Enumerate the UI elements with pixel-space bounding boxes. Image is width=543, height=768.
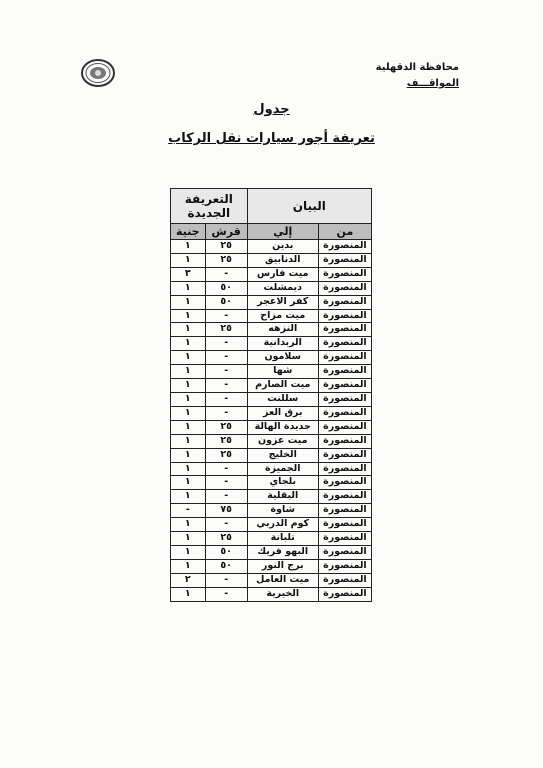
cell-from: المنصورة [318,392,371,406]
cell-to: بلجاي [247,476,318,490]
cell-pound: ١ [171,559,206,573]
cell-qirsh: ٧٥ [205,504,247,518]
cell-to: الربدانية [247,337,318,351]
cell-qirsh: ٢٥ [205,420,247,434]
title-line-1: جدول [253,102,290,117]
column-pound: جنية [171,224,206,240]
cell-to: النزهه [247,323,318,337]
table-row [171,476,372,490]
cell-pound: ١ [171,295,206,309]
cell-to: ميت الصارم [247,379,318,393]
document-title [0,102,543,146]
table-row [171,504,372,518]
table-row [171,392,372,406]
cell-qirsh: - [205,365,247,379]
cell-from: المنصورة [318,504,371,518]
cell-from: المنصورة [318,532,371,546]
cell-pound: ١ [171,337,206,351]
cell-pound: ١ [171,309,206,323]
column-qirsh: قرش [205,224,247,240]
cell-from: المنصورة [318,379,371,393]
tariff-table [170,188,372,602]
column-to: إلي [247,224,318,240]
cell-pound: ١ [171,253,206,267]
cell-to: البهو فريك [247,545,318,559]
table-row [171,406,372,420]
cell-pound: ١ [171,518,206,532]
cell-pound: ١ [171,351,206,365]
cell-from: المنصورة [318,281,371,295]
cell-to: البقلية [247,490,318,504]
cell-to: كفر الاعجر [247,295,318,309]
cell-from: المنصورة [318,448,371,462]
cell-to: برق العز [247,406,318,420]
cell-to: شها [247,365,318,379]
cell-pound: ١ [171,392,206,406]
cell-from: المنصورة [318,253,371,267]
cell-to: برج النور [247,559,318,573]
cell-to: سللنت [247,392,318,406]
cell-pound: ١ [171,406,206,420]
cell-qirsh: ٢٥ [205,434,247,448]
title-line-2: تعريفة أجور سيارات نقل الركاب [168,131,375,146]
cell-qirsh: - [205,406,247,420]
cell-pound: ١ [171,476,206,490]
cell-qirsh: - [205,462,247,476]
table-row [171,379,372,393]
cell-qirsh: - [205,337,247,351]
table-row [171,240,372,254]
cell-pound: - [171,504,206,518]
cell-from: المنصورة [318,545,371,559]
cell-qirsh: - [205,392,247,406]
column-from: من [318,224,371,240]
cell-to: الخيرية [247,587,318,601]
letterhead [376,60,459,92]
cell-from: المنصورة [318,267,371,281]
table-row [171,309,372,323]
cell-to: الدنابيق [247,253,318,267]
cell-to: شاوة [247,504,318,518]
cell-from: المنصورة [318,420,371,434]
cell-from: المنصورة [318,295,371,309]
table-row [171,490,372,504]
cell-from: المنصورة [318,351,371,365]
cell-pound: ١ [171,323,206,337]
new-tariff-header: التعريفة الجديدة [171,189,248,224]
cell-qirsh: ٥٠ [205,281,247,295]
description-header: البيان [247,189,371,224]
cell-from: المنصورة [318,462,371,476]
cell-pound: ١ [171,545,206,559]
cell-qirsh: - [205,309,247,323]
cell-from: المنصورة [318,337,371,351]
table-row [171,337,372,351]
table-row [171,532,372,546]
cell-to: بدين [247,240,318,254]
cell-qirsh: - [205,267,247,281]
cell-pound: ١ [171,240,206,254]
cell-qirsh: ٥٠ [205,559,247,573]
cell-pound: ٣ [171,267,206,281]
cell-to: تلبانة [247,532,318,546]
governorate-seal-icon [80,58,116,88]
table-row [171,462,372,476]
table-row [171,448,372,462]
cell-pound: ١ [171,379,206,393]
cell-pound: ١ [171,462,206,476]
cell-from: المنصورة [318,240,371,254]
cell-to: جديدة الهالة [247,420,318,434]
cell-qirsh: - [205,490,247,504]
table-row [171,545,372,559]
cell-qirsh: ٥٠ [205,295,247,309]
cell-qirsh: ٥٠ [205,545,247,559]
table-row [171,365,372,379]
table-row [171,267,372,281]
cell-to: الخليج [247,448,318,462]
cell-qirsh: ٢٥ [205,323,247,337]
cell-qirsh: ٢٥ [205,532,247,546]
cell-to: ميت مزاح [247,309,318,323]
cell-pound: ١ [171,587,206,601]
cell-from: المنصورة [318,434,371,448]
cell-qirsh: - [205,587,247,601]
governorate-name: محافظة الدقهلية [375,62,459,73]
cell-pound: ١ [171,281,206,295]
cell-qirsh: ٢٥ [205,253,247,267]
cell-qirsh: - [205,518,247,532]
cell-to: كوم الدربي [247,518,318,532]
cell-pound: ١ [171,448,206,462]
cell-pound: ١ [171,420,206,434]
table-row [171,518,372,532]
cell-from: المنصورة [318,365,371,379]
cell-to: ديمشلت [247,281,318,295]
cell-qirsh: ٢٥ [205,240,247,254]
table-row [171,295,372,309]
cell-pound: ١ [171,532,206,546]
cell-from: المنصورة [318,309,371,323]
cell-qirsh: ٢٥ [205,448,247,462]
table-row [171,434,372,448]
cell-to: ميت فارس [247,267,318,281]
cell-to: الجميزة [247,462,318,476]
table-row [171,281,372,295]
cell-qirsh: - [205,379,247,393]
cell-to: ميت عزون [247,434,318,448]
cell-qirsh: - [205,476,247,490]
cell-to: ميت العامل [247,573,318,587]
table-row [171,573,372,587]
table-row [171,559,372,573]
cell-from: المنصورة [318,573,371,587]
cell-from: المنصورة [318,406,371,420]
table-row [171,323,372,337]
cell-qirsh: - [205,351,247,365]
department-name: المواقـــف [406,78,459,89]
table-row [171,587,372,601]
cell-from: المنصورة [318,323,371,337]
cell-pound: ٢ [171,573,206,587]
table-row [171,253,372,267]
cell-from: المنصورة [318,490,371,504]
cell-qirsh: - [205,573,247,587]
table-row [171,420,372,434]
cell-pound: ١ [171,490,206,504]
cell-from: المنصورة [318,559,371,573]
cell-to: سلامون [247,351,318,365]
cell-pound: ١ [171,365,206,379]
cell-from: المنصورة [318,518,371,532]
table-row [171,351,372,365]
cell-from: المنصورة [318,587,371,601]
cell-from: المنصورة [318,476,371,490]
cell-pound: ١ [171,434,206,448]
